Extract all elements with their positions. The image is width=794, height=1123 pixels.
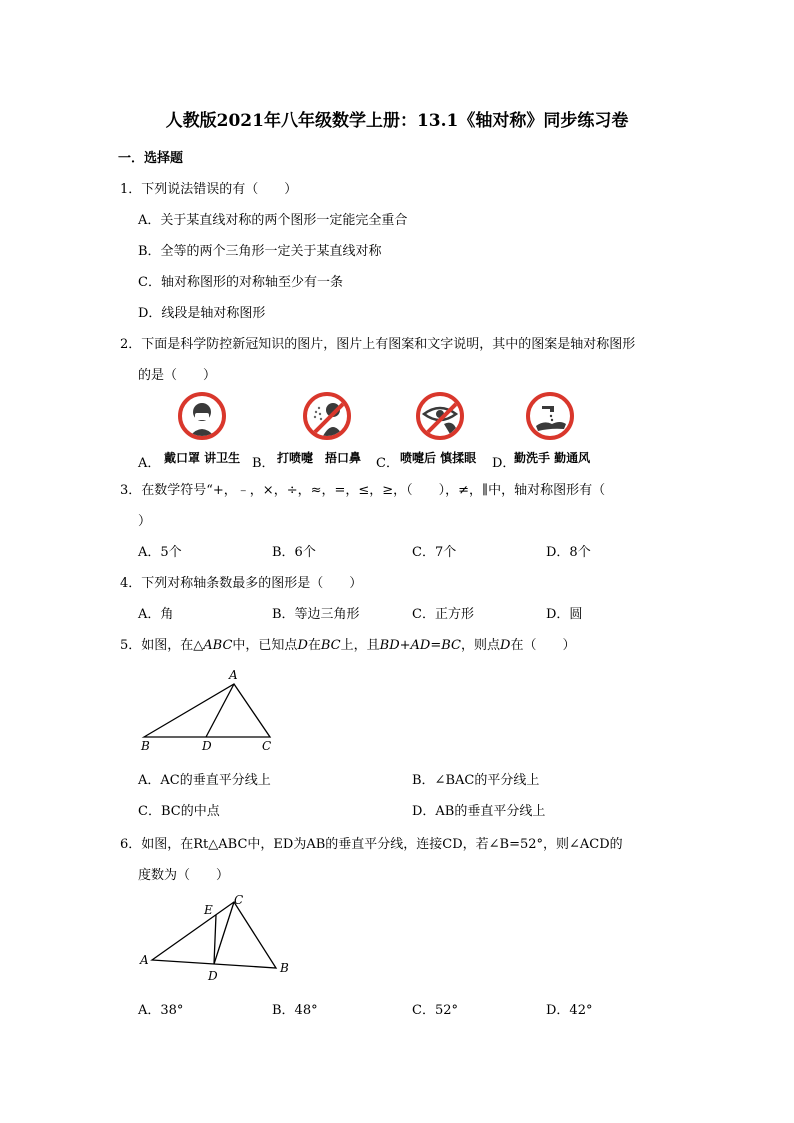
q4-option-a: A．角 — [138, 607, 174, 622]
q1-stem: 1．下列说法错误的有（ ） — [120, 182, 298, 197]
q5-stem: 5．如图，在△ABC中，已知点D在BC上，且BD+AD=BC，则点D在（ ） — [120, 638, 576, 653]
q2-stem-line2: 的是（ ） — [138, 368, 217, 383]
eye-rub-icon — [416, 392, 464, 440]
q5-option-a: A．AC的垂直平分线上 — [138, 773, 271, 788]
q2-option-b-letter: B． — [252, 456, 275, 471]
q6-stem-line2: 度数为（ ） — [138, 868, 230, 883]
q3-option-a: A．5个 — [138, 545, 182, 560]
q3-stem-line1: 3．在数学符号“+，﹣，×，÷，≈，=，≤，≥，（ ），≠，∥中，轴对称图形有（ — [120, 483, 606, 498]
label-b: B — [141, 739, 150, 753]
label-a: A — [229, 668, 238, 682]
q3-option-b: B．6个 — [272, 545, 316, 560]
q6-option-b: B．48° — [272, 1003, 318, 1018]
label-e: E — [204, 903, 213, 917]
q2-option-c-letter: C． — [376, 456, 399, 471]
segment-cd — [214, 902, 234, 964]
q2-option-d-letter: D． — [492, 456, 516, 471]
q6-option-a: A．38° — [138, 1003, 184, 1018]
q6-option-d: D．42° — [546, 1003, 593, 1018]
label-a: A — [140, 953, 149, 967]
label-c: C — [262, 739, 272, 753]
label-b: B — [280, 961, 289, 975]
q5-option-b: B．∠BAC的平分线上 — [412, 773, 540, 788]
q2-option-b-caption: 打喷嚏 捂口鼻 — [277, 451, 362, 465]
q2-option-c-caption: 喷嚏后 慎揉眼 — [400, 451, 477, 465]
q3-option-c: C．7个 — [412, 545, 457, 560]
q3-option-d: D．8个 — [546, 545, 591, 560]
page-title: 人教版2021年八年级数学上册：13.1《轴对称》同步练习卷 — [165, 111, 629, 131]
q5-triangle-diagram — [130, 664, 290, 754]
q4-option-d: D．圆 — [546, 607, 583, 622]
label-d: D — [202, 739, 212, 753]
q2-stem-line1: 2．下面是科学防控新冠知识的图片，图片上有图案和文字说明，其中的图案是轴对称图形 — [120, 337, 636, 352]
q1-option-b: B．全等的两个三角形一定关于某直线对称 — [138, 244, 382, 259]
q3-stem-line2: ） — [138, 514, 152, 529]
q4-option-c: C．正方形 — [412, 607, 474, 622]
label-c: C — [234, 893, 244, 907]
q5-option-c: C．BC的中点 — [138, 804, 220, 819]
q1-option-c: C．轴对称图形的对称轴至少有一条 — [138, 275, 343, 290]
q6-triangle-diagram — [134, 890, 304, 985]
q6-stem-line1: 6．如图，在Rt△ABC中，ED为AB的垂直平分线，连接CD，若∠B=52°，则∠ACD的 — [120, 837, 623, 852]
q2-option-d-caption: 勤洗手 勤通风 — [514, 451, 591, 465]
sneeze-icon — [303, 392, 351, 440]
q6-option-c: C．52° — [412, 1003, 458, 1018]
section-heading: 一．选择题 — [118, 151, 184, 166]
q4-option-b: B．等边三角形 — [272, 607, 360, 622]
label-d: D — [208, 969, 218, 983]
hand-wash-icon — [526, 392, 574, 440]
q1-option-a: A．关于某直线对称的两个图形一定能完全重合 — [138, 213, 408, 228]
mask-icon — [178, 392, 226, 440]
q1-option-d: D．线段是轴对称图形 — [138, 306, 266, 321]
q5-option-d: D．AB的垂直平分线上 — [412, 804, 546, 819]
triangle-abc — [144, 684, 270, 737]
q2-option-a-caption: 戴口罩 讲卫生 — [164, 451, 241, 465]
q2-option-a-letter: A． — [138, 456, 161, 471]
q4-stem: 4．下列对称轴条数最多的图形是（ ） — [120, 576, 363, 591]
